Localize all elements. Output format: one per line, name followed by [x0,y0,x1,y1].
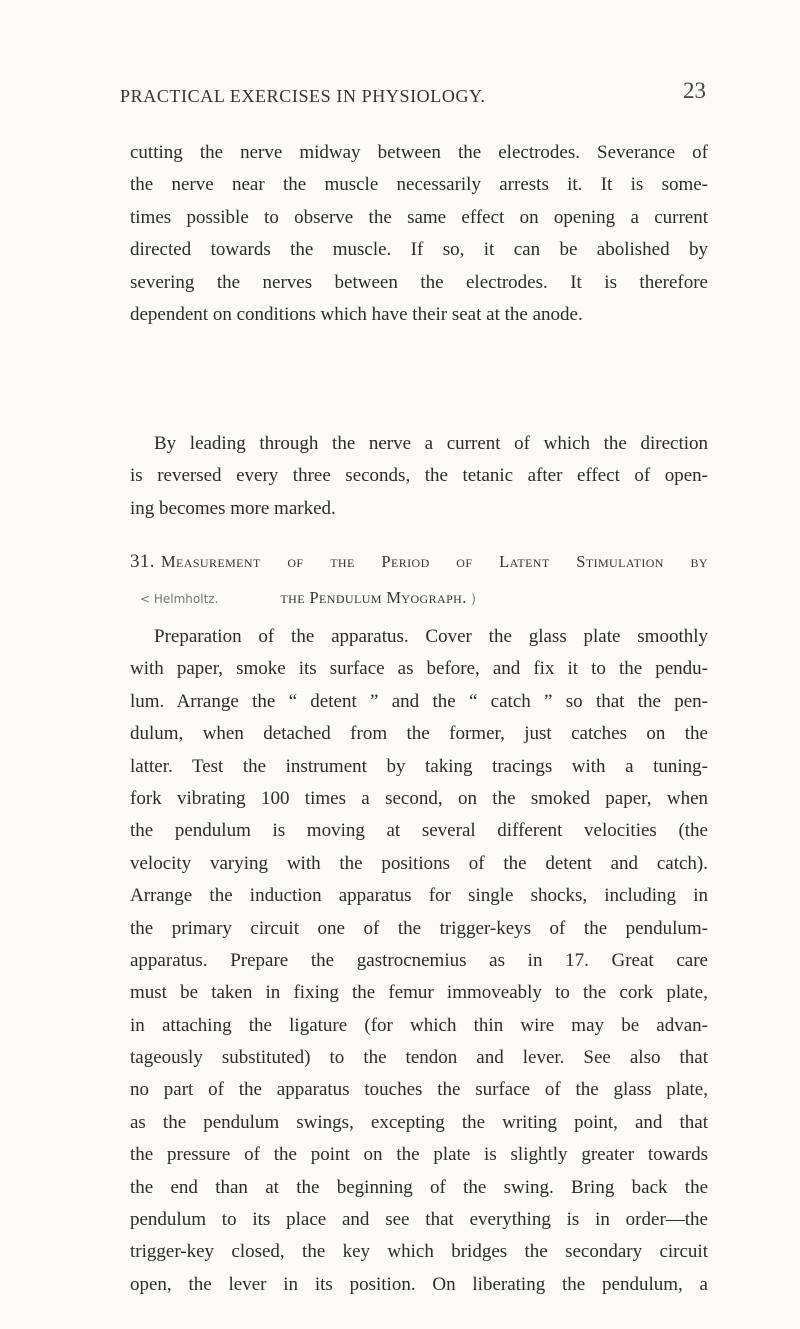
text-line: ing becomes more marked. [130,497,336,519]
text-line: tageously substituted) to the tendon and lever. See also that [130,1047,708,1069]
paragraph-3 [130,621,708,1301]
text-line: dependent on conditions which have their seat at the anode. [130,303,583,325]
text-line: the end than at the beginning of the swing. Bring back the [130,1176,708,1198]
text-line: times possible to observe the same effect on opening a current [130,206,708,228]
text-line: as the pendulum swings, excepting the writing point, and that [130,1111,708,1133]
text-line: no part of the apparatus touches the surface of the glass plate, [130,1079,708,1101]
running-head [120,78,706,112]
section-title-line-1: Measurement of the Period of Latent Stimulation by [160,552,708,571]
text-line: trigger-key closed, the key which bridges the secondary circuit [130,1241,708,1263]
text-line: the nerve near the muscle necessarily arrests it. It is some- [130,174,708,196]
text-line: Preparation of the apparatus. Cover the glass plate smoothly [154,626,708,647]
text-line: velocity varying with the positions of the detent and catch). [130,852,708,874]
text-line: fork vibrating 100 times a second, on the smoked paper, when [130,787,708,809]
section-title-line-2: the Pendulum Myograph. [280,588,467,607]
running-title: PRACTICAL EXERCISES IN PHYSIOLOGY. [120,86,486,106]
text-line: the pressure of the point on the plate is slightly greater towards [130,1144,708,1166]
text-line: apparatus. Prepare the gastrocnemius as in 17. Great care [130,949,708,971]
text-line: By leading through the nerve a current of which the direction [154,433,708,454]
text-line: Arrange the induction apparatus for single shocks, including in [130,885,708,907]
page-number: 23 [683,78,706,103]
section-number: 31. [130,551,155,572]
text-line: latter. Test the instrument by taking tracings with a tuning- [130,755,708,777]
text-line: with paper, smoke its surface as before, and fix it to the pendu- [130,658,708,680]
text-line: severing the nerves between the electrodes. It is therefore [130,271,708,293]
text-line: in attaching the ligature (for which thin wire may be advan- [130,1014,708,1036]
closing-mark: ) [471,592,476,606]
paragraph-2 [130,428,708,525]
section-heading-line-2 [140,588,708,608]
handwritten-annotation: < Helmholtz. [140,592,219,606]
text-line: must be taken in fixing the femur immoveably to the cork plate, [130,982,708,1004]
text-line: open, the lever in its position. On liberating the pendulum, a [130,1273,708,1295]
paragraph-1 [130,137,708,331]
text-line: dulum, when detached from the former, just catches on the [130,723,708,745]
text-line: directed towards the muscle. If so, it can be abolished by [130,239,708,261]
text-line: cutting the nerve midway between the electrodes. Severance of [130,142,708,163]
text-line: the pendulum is moving at several different velocities (the [130,820,708,842]
text-line: the primary circuit one of the trigger-keys of the pendulum- [130,917,708,939]
section-heading [130,551,708,573]
text-line: lum. Arrange the “ detent ” and the “ catch ” so that the pen- [130,690,708,712]
text-line: pendulum to its place and see that everything is in order—the [130,1209,708,1231]
text-line: is reversed every three seconds, the tetanic after effect of open- [130,465,708,487]
